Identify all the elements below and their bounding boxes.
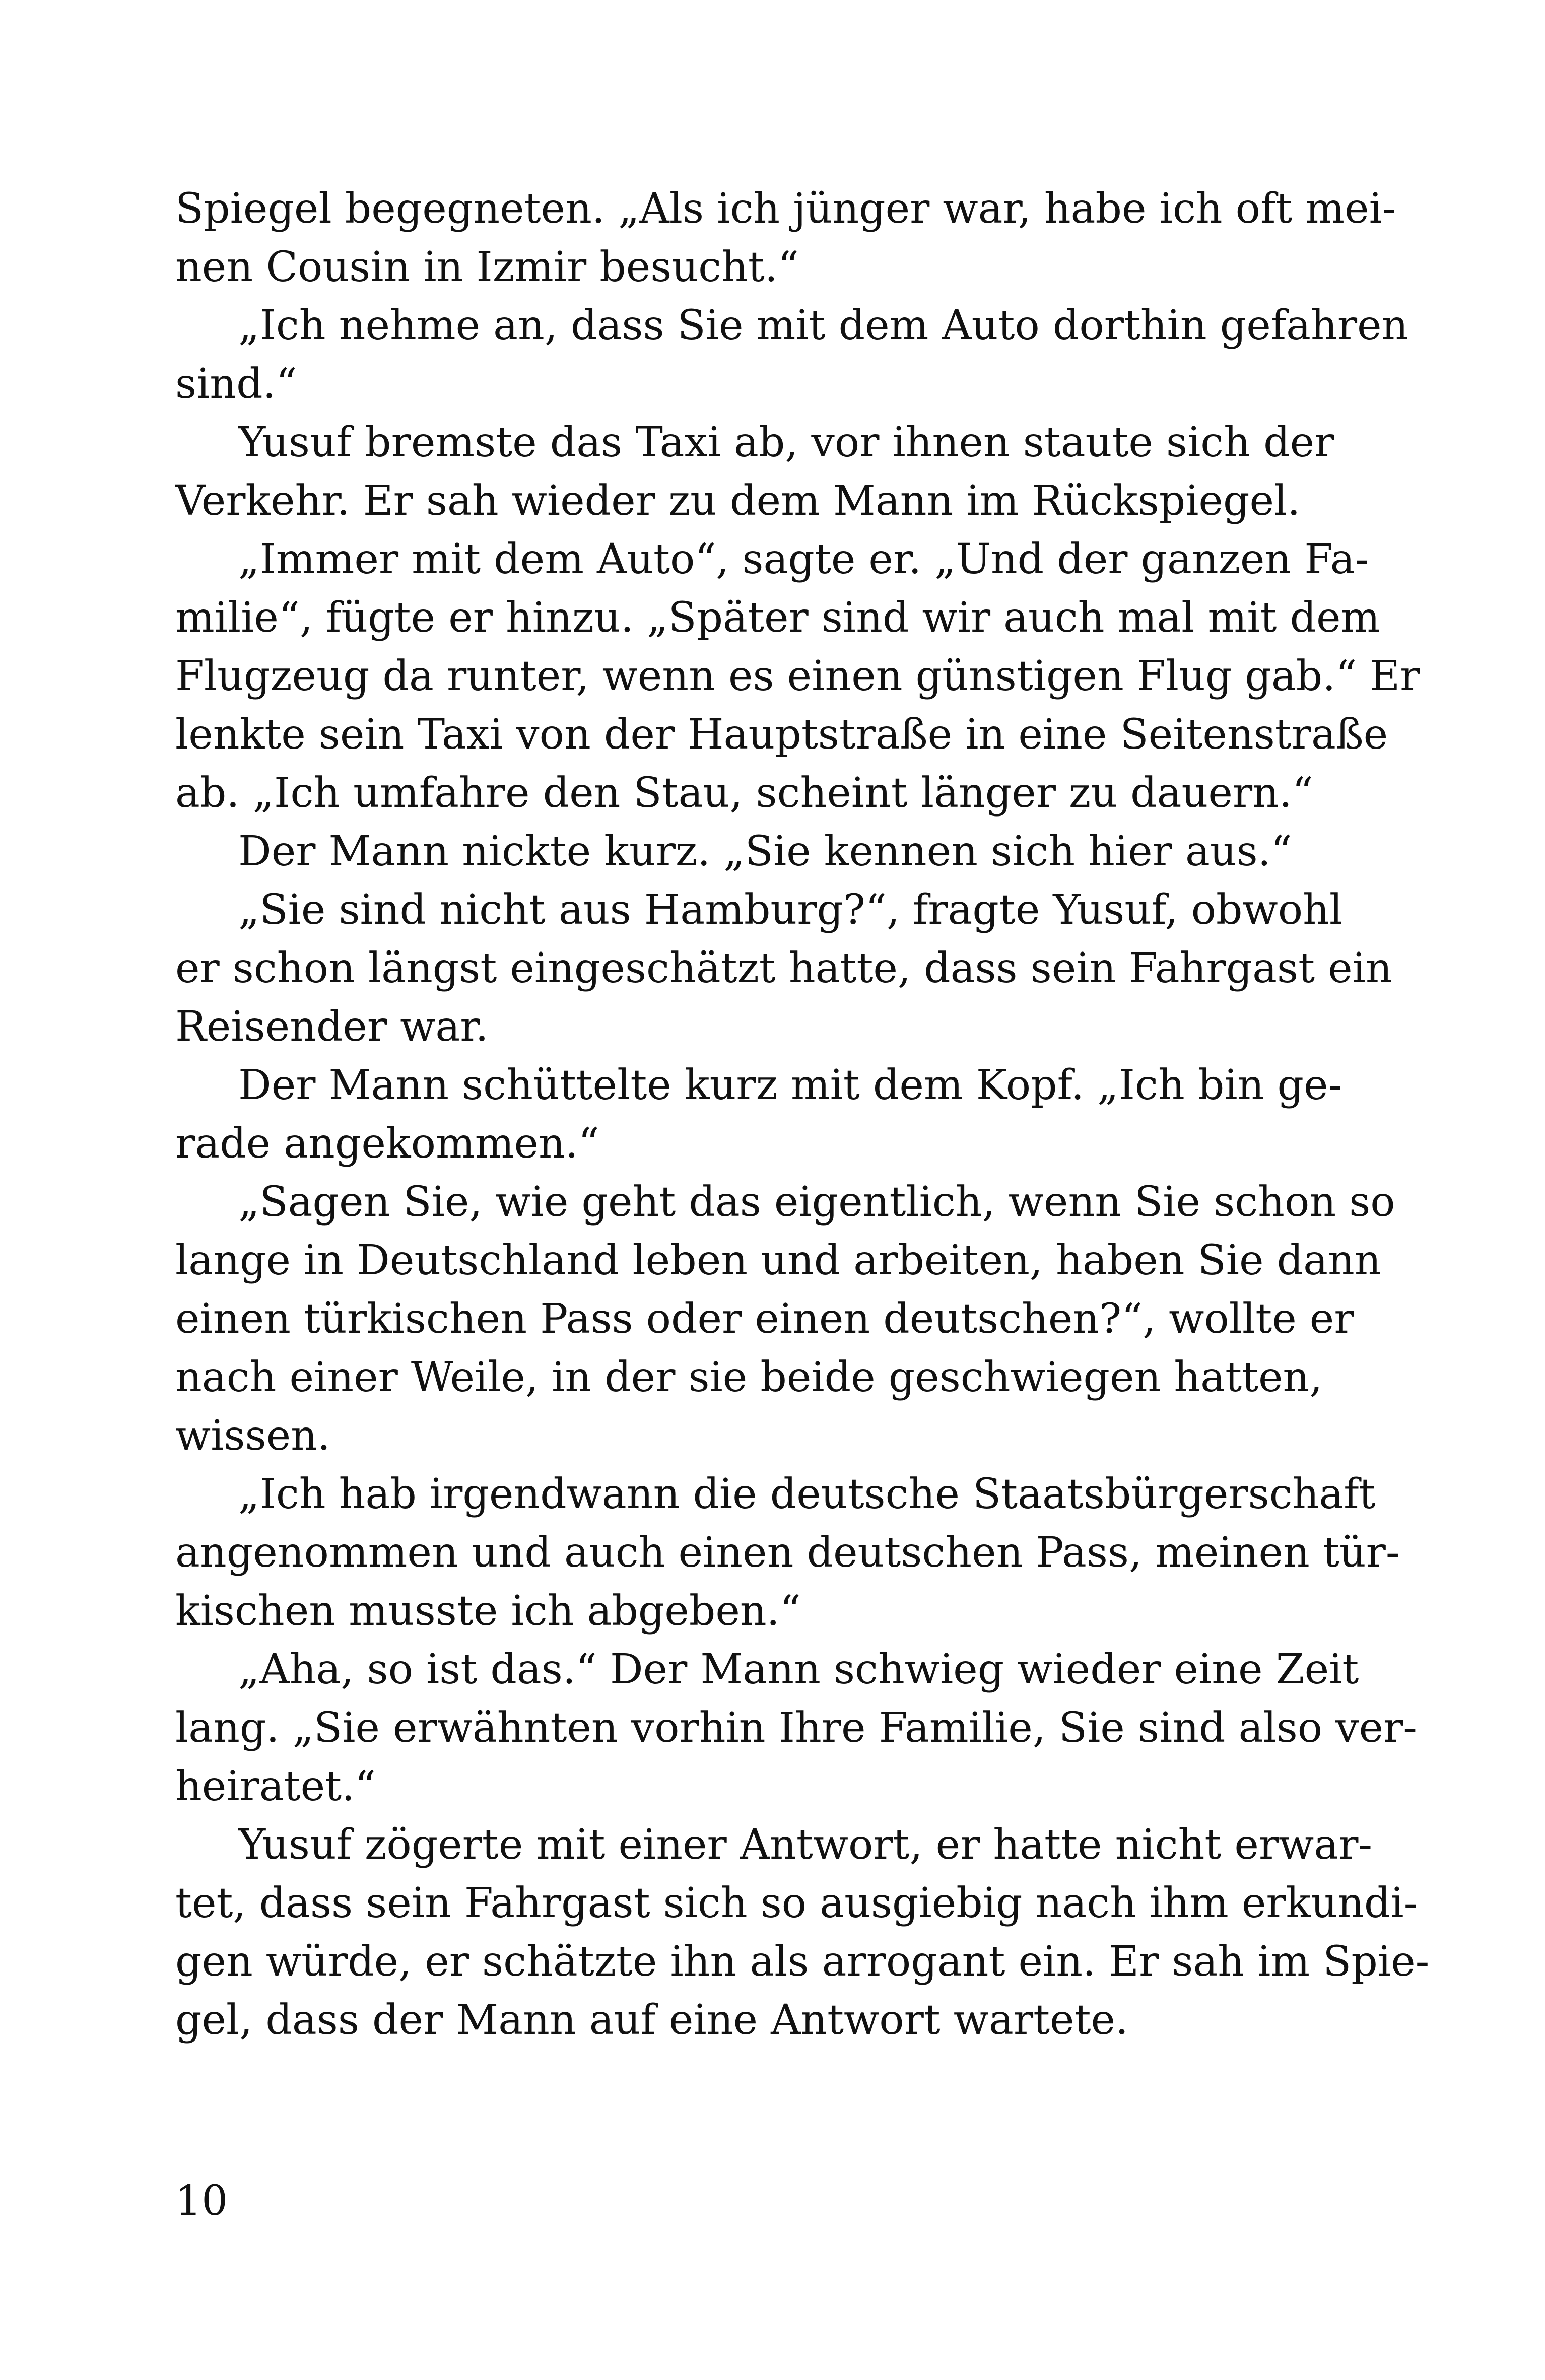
text-line: lange in Deutschland leben und arbeiten, haben Sie dann: [175, 1237, 1381, 1284]
text-line: nach einer Weile, in der sie beide geschwiegen hatten,: [175, 1353, 1323, 1401]
text-line: einen türkischen Pass oder einen deutschen?“, wollte er: [175, 1295, 1354, 1343]
text-line: gen würde, er schätzte ihn als arrogant ein. Er sah im Spie-: [175, 1938, 1430, 1986]
text-line: „Aha, so ist das.“ Der Mann schwieg wieder eine Zeit: [238, 1646, 1359, 1693]
body-text: [175, 180, 1430, 2050]
text-line: lenkte sein Taxi von der Hauptstraße in eine Seitenstraße: [175, 711, 1388, 759]
text-line: Spiegel begegneten. „Als ich jünger war, habe ich oft mei-: [175, 185, 1396, 233]
text-line: rade angekommen.“: [175, 1120, 599, 1168]
text-line: „Ich hab irgendwann die deutsche Staatsbürgerschaft: [238, 1470, 1376, 1518]
text-line: „Sie sind nicht aus Hamburg?“, fragte Yusuf, obwohl: [238, 886, 1343, 934]
text-line: Verkehr. Er sah wieder zu dem Mann im Rückspiegel.: [175, 477, 1301, 525]
text-line: wissen.: [175, 1412, 330, 1460]
text-line: kischen musste ich abgeben.“: [175, 1587, 801, 1635]
text-line: milie“, fügte er hinzu. „Später sind wir auch mal mit dem: [175, 594, 1380, 642]
text-line: Der Mann schüttelte kurz mit dem Kopf. „Ich bin ge-: [238, 1061, 1342, 1109]
text-line: sind.“: [175, 360, 297, 408]
text-line: „Immer mit dem Auto“, sagte er. „Und der ganzen Fa-: [238, 535, 1369, 583]
text-line: heiratet.“: [175, 1762, 376, 1810]
text-line: „Sagen Sie, wie geht das eigentlich, wenn Sie schon so: [238, 1178, 1395, 1226]
text-line: Der Mann nickte kurz. „Sie kennen sich hier aus.“: [238, 828, 1292, 875]
text-line: er schon längst eingeschätzt hatte, dass sein Fahrgast ein: [175, 944, 1392, 992]
text-line: Yusuf bremste das Taxi ab, vor ihnen staute sich der: [238, 419, 1334, 466]
text-line: angenommen und auch einen deutschen Pass, meinen tür-: [175, 1529, 1400, 1577]
text-line: tet, dass sein Fahrgast sich so ausgiebig nach ihm erkundi-: [175, 1879, 1418, 1927]
text-line: ab. „Ich umfahre den Stau, scheint länger zu dauern.“: [175, 769, 1313, 817]
text-line: lang. „Sie erwähnten vorhin Ihre Familie, Sie sind also ver-: [175, 1704, 1417, 1752]
text-line: Flugzeug da runter, wenn es einen günstigen Flug gab.“ Er: [175, 652, 1420, 700]
text-line: gel, dass der Mann auf eine Antwort wartete.: [175, 1996, 1129, 2044]
text-line: nen Cousin in Izmir besucht.“: [175, 243, 799, 291]
text-line: Yusuf zögerte mit einer Antwort, er hatte nicht erwar-: [238, 1821, 1373, 1869]
text-line: „Ich nehme an, dass Sie mit dem Auto dorthin gefahren: [238, 302, 1408, 350]
text-line: Reisender war.: [175, 1003, 489, 1051]
page-number: 10: [175, 2177, 228, 2225]
